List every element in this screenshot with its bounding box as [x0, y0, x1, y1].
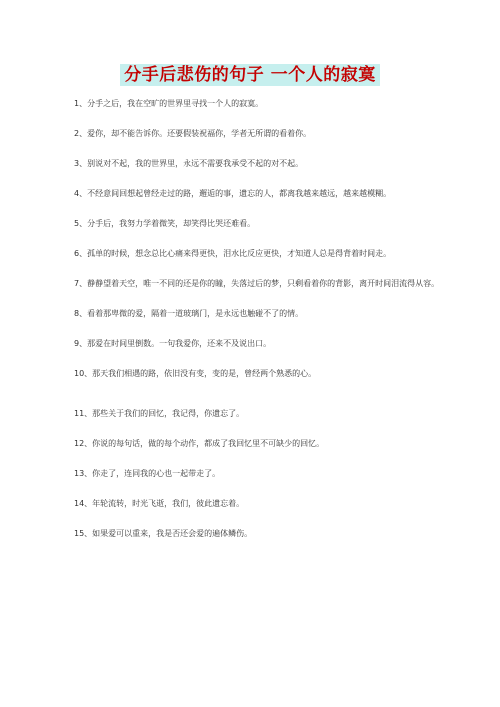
list-item: 5、分手后，我努力学着微笑，却笑得比哭还难看。 — [74, 219, 256, 228]
spacer — [74, 422, 444, 436]
list-item: 13、你走了，连同我的心也一起带走了。 — [74, 469, 221, 478]
list-item: 7、静静望着天空，唯一不同的还是你的瞳，失落过后的梦，只剩看着你的背影，离开时间泪流得从容。 — [74, 279, 440, 288]
spacer — [74, 452, 444, 466]
list-item: 3、别说对不起，我的世界里，永远不需要我承受不起的对不起。 — [74, 159, 304, 168]
spacer — [74, 202, 444, 216]
sentence-list — [74, 96, 444, 542]
spacer — [74, 482, 444, 496]
list-item: 12、你说的每句话，做的每个动作，都成了我回忆里不可缺少的回忆。 — [74, 439, 325, 448]
list-item: 4、不经意间回想起曾经走过的路，邂逅的事，遗忘的人，都离我越来越远，越来越模糊。 — [74, 189, 392, 198]
title-container — [0, 64, 500, 86]
list-item: 8、看着那卑微的爱，隔着一道玻璃门，是永远也触碰不了的情。 — [74, 309, 304, 318]
list-item: 11、那些关于我们的回忆，我记得，你遗忘了。 — [74, 409, 245, 418]
spacer — [74, 172, 444, 186]
list-item: 2、爱你，却不能告诉你。还要假装祝福你，学者无所谓的看着你。 — [74, 129, 312, 138]
list-item: 9、那爱在时间里倒数。一句我爱你，还来不及说出口。 — [74, 339, 272, 348]
spacer — [74, 382, 444, 406]
spacer — [74, 292, 444, 306]
spacer — [74, 262, 444, 276]
list-item: 1、分手之后，我在空旷的世界里寻找一个人的寂寞。 — [74, 99, 264, 108]
list-item: 15、如果爱可以重来，我是否还会爱的遍体鳞伤。 — [74, 529, 253, 538]
document-title: 分手后悲伤的句子 一个人的寂寞 — [120, 64, 379, 86]
spacer — [74, 142, 444, 156]
list-item: 14、年轮流转，时光飞逝，我们，彼此遗忘着。 — [74, 499, 245, 508]
spacer — [74, 352, 444, 366]
spacer — [74, 112, 444, 126]
list-item: 6、孤单的时候，想念总比心痛来得更快，泪水比反应更快，才知道人总是得背着时间走。 — [74, 249, 392, 258]
list-item: 10、那天我们相遇的路，依旧没有变，变的是，曾经两个熟悉的心。 — [74, 369, 317, 378]
spacer — [74, 232, 444, 246]
spacer — [74, 322, 444, 336]
spacer — [74, 512, 444, 526]
